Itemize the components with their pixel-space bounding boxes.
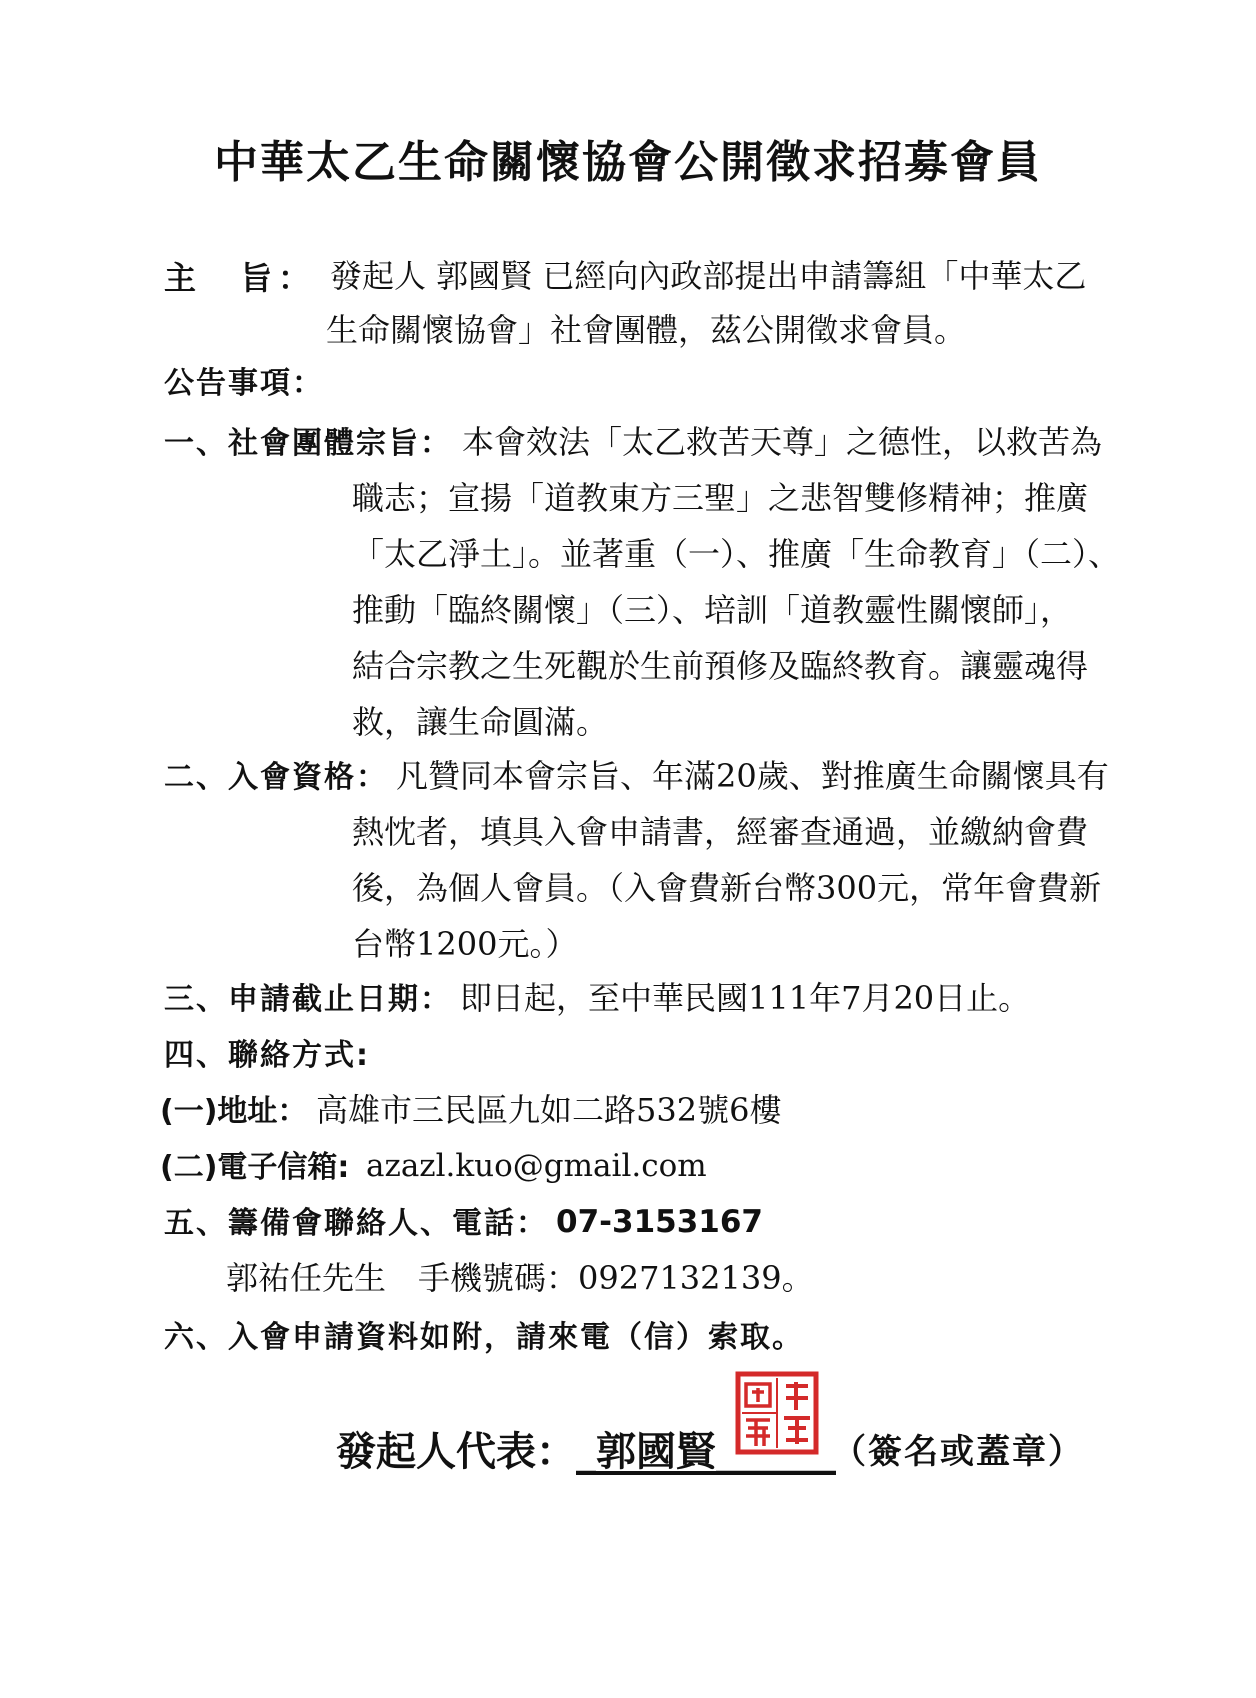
- item1-line-4: 推動「臨終關懷」（三）、培訓「道教靈性關懷師」，: [352, 591, 1073, 629]
- address-label: (一)地址：: [160, 1094, 308, 1129]
- item3-text: 即日起，至中華民國111年7月20日止。: [460, 979, 1031, 1017]
- item1-line-6: 救，讓生命圓滿。: [352, 703, 609, 741]
- signature-note: （簽名或蓋章）: [832, 1432, 1084, 1472]
- email-label: (二)電子信箱:: [160, 1150, 350, 1185]
- item1-line-2: 職志；宣揚「道教東方三聖」之悲智雙修精神；推廣: [352, 479, 1089, 517]
- item1-line-3: 「太乙淨土」。並著重（一）、推廣「生命教育」（二）、: [352, 535, 1121, 573]
- subject-label: 主 旨：: [164, 259, 317, 297]
- notice-heading: 公告事項：: [164, 366, 324, 401]
- subject-line-1: 發起人 郭國賢 已經向內政部提出申請籌組「中華太乙: [330, 257, 1087, 295]
- item4-label: 四、聯絡方式:: [164, 1038, 370, 1073]
- item3-label: 三、申請截止日期：: [164, 982, 452, 1017]
- address-value: 高雄市三民區九如二路532號6樓: [316, 1091, 782, 1129]
- preparatory-phone: 07-3153167: [556, 1204, 763, 1240]
- subject-line-2: 生命關懷協會」社會團體，茲公開徵求會員。: [326, 311, 967, 349]
- item6-text: 六、入會申請資料如附，請來電（信）索取。: [164, 1320, 804, 1355]
- item2-line-1: 凡贊同本會宗旨、年滿20歲、對推廣生命關懷具有: [396, 757, 1109, 795]
- signature-name: _郭國賢______: [576, 1429, 836, 1475]
- item2-line-4: 台幣1200元。）: [352, 925, 578, 963]
- item1-line-1: 本會效法「太乙救苦天尊」之德性，以救苦為: [462, 423, 1103, 461]
- item2-label: 二、入會資格：: [164, 760, 388, 795]
- red-seal-stamp: [734, 1370, 820, 1456]
- item2-line-3: 後，為個人會員。（入會費新台幣300元，常年會費新: [352, 869, 1102, 907]
- contact-person: 郭祐任先生 手機號碼：0927132139。: [226, 1259, 814, 1297]
- document-title: 中華太乙生命關懷協會公開徵求招募會員: [214, 137, 1042, 188]
- item1-label: 一、社會團體宗旨：: [164, 426, 452, 461]
- item2-line-2: 熱忱者，填具入會申請書，經審查通過，並繳納會費: [352, 813, 1089, 851]
- item5-label: 五、籌備會聯絡人、電話：: [164, 1206, 548, 1241]
- email-value: azazl.kuo@gmail.com: [366, 1148, 707, 1184]
- item1-line-5: 結合宗教之生死觀於生前預修及臨終教育。讓靈魂得: [352, 647, 1089, 685]
- signature-name-text: 郭國賢: [596, 1429, 716, 1475]
- signature-label: 發起人代表：: [336, 1429, 576, 1475]
